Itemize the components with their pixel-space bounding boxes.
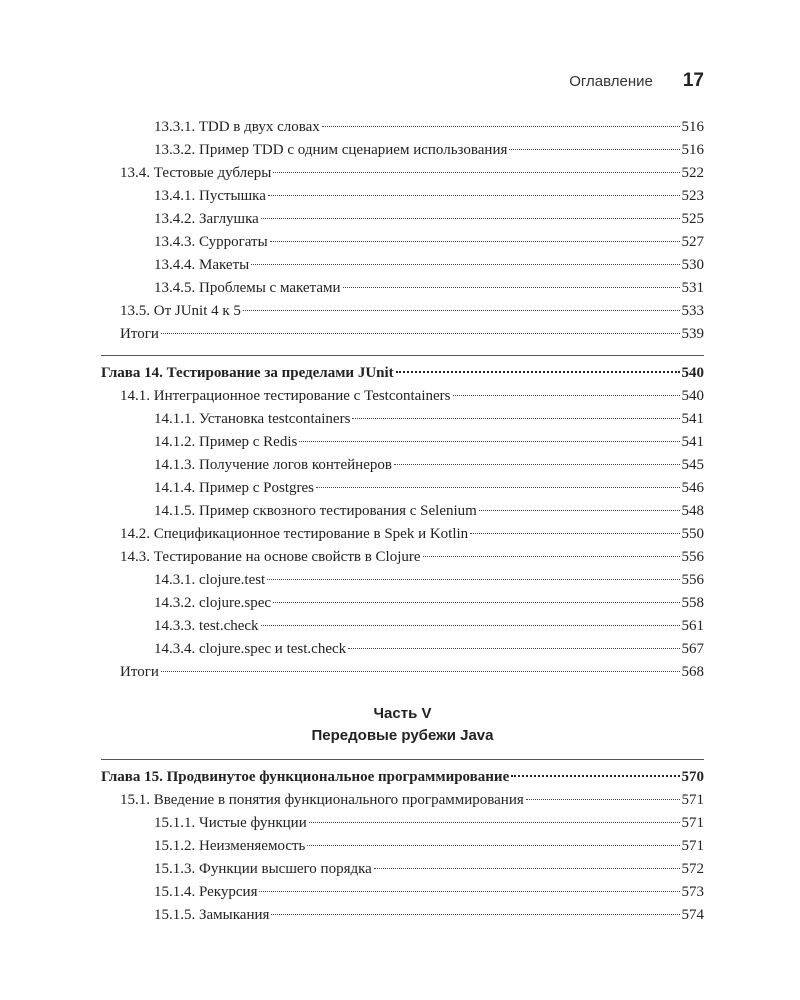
toc-entry[interactable] — [101, 254, 704, 277]
toc-entry-page: 541 — [681, 434, 704, 450]
toc-entry[interactable] — [101, 208, 704, 231]
dot-leader — [273, 602, 679, 603]
dot-leader — [470, 533, 679, 534]
dot-leader — [261, 218, 680, 219]
toc-entry-page: 545 — [681, 457, 704, 473]
toc-entry-page: 546 — [681, 480, 704, 496]
dot-leader — [343, 287, 680, 288]
toc-entry[interactable] — [101, 904, 704, 927]
dot-leader — [316, 487, 679, 488]
toc-entry[interactable] — [101, 300, 704, 323]
dot-leader — [374, 868, 680, 869]
toc-entry-page: 523 — [681, 188, 704, 204]
part-heading — [101, 703, 704, 747]
dot-leader — [259, 891, 679, 892]
toc-entry-page: 574 — [681, 907, 704, 923]
toc-entry-label: 14.1.1. Установка testcontainers — [154, 411, 351, 427]
dot-leader — [423, 556, 680, 557]
toc-entry-page: 556 — [681, 549, 704, 565]
toc-section-13 — [101, 116, 704, 346]
toc-entry-label: Итоги — [120, 326, 159, 342]
toc-entry[interactable] — [101, 162, 704, 185]
dot-leader — [271, 914, 679, 915]
toc-entry[interactable] — [101, 789, 704, 812]
toc-entry[interactable] — [101, 881, 704, 904]
toc-entry[interactable] — [101, 185, 704, 208]
toc-entry-label: 14.1.3. Получение логов контейнеров — [154, 457, 392, 473]
toc-entry[interactable] — [101, 385, 704, 408]
toc-entry-label: 14.1. Интеграционное тестирование с Testcontainers — [120, 388, 451, 404]
toc-entry-label: 13.4. Тестовые дублеры — [120, 165, 272, 181]
toc-entry-page: 540 — [681, 365, 704, 381]
toc-entry-page: 527 — [681, 234, 704, 250]
toc-entry[interactable] — [101, 408, 704, 431]
toc-entry[interactable] — [101, 615, 704, 638]
dot-leader — [261, 625, 680, 626]
toc-entry-label: 13.4.3. Суррогаты — [154, 234, 268, 250]
toc-entry-label: 14.3.4. clojure.spec и test.check — [154, 641, 347, 657]
dot-leader — [270, 241, 680, 242]
toc-entry[interactable] — [101, 277, 704, 300]
running-header-title: Оглавление — [569, 73, 653, 90]
toc-entry[interactable] — [101, 661, 704, 684]
toc-entry-label: 13.3.2. Пример TDD с одним сценарием использования — [154, 142, 508, 158]
toc-entry[interactable] — [101, 592, 704, 615]
dot-leader — [479, 510, 680, 511]
dot-leader — [273, 172, 679, 173]
toc-entry-page: 571 — [681, 838, 704, 854]
toc-entry-page: 561 — [681, 618, 704, 634]
toc-entry-page: 540 — [681, 388, 704, 404]
toc-entry[interactable] — [101, 454, 704, 477]
dot-leader — [243, 310, 680, 311]
toc-entry-label: 14.1.4. Пример с Postgres — [154, 480, 315, 496]
toc-entry-label: 14.1.2. Пример с Redis — [154, 434, 298, 450]
toc-chapter-14 — [101, 349, 704, 684]
toc-entry-page: 572 — [681, 861, 704, 877]
toc-entry-label: 15.1.4. Рекурсия — [154, 884, 258, 900]
toc-entry-page: 570 — [681, 769, 704, 785]
toc-entry-label: 15.1.3. Функции высшего порядка — [154, 861, 372, 877]
toc-entry-label: 13.5. От JUnit 4 к 5 — [120, 303, 241, 319]
toc-entry-label: Глава 14. Тестирование за пределами JUnit — [101, 365, 394, 381]
dot-leader — [509, 149, 679, 150]
toc-entry-page: 516 — [681, 142, 704, 158]
toc-entry-label: Итоги — [120, 664, 159, 680]
toc-entry-page: 556 — [681, 572, 704, 588]
toc-entry-page: 548 — [681, 503, 704, 519]
toc-entry-page: 531 — [681, 280, 704, 296]
dot-leader — [268, 195, 680, 196]
toc-entry-page: 571 — [681, 792, 704, 808]
toc-entry[interactable] — [101, 500, 704, 523]
dot-leader — [309, 822, 680, 823]
part-number: Часть V — [373, 705, 432, 722]
dot-leader — [453, 395, 680, 396]
dot-leader — [307, 845, 679, 846]
toc-entry-page: 573 — [681, 884, 704, 900]
toc-entry[interactable] — [101, 858, 704, 881]
toc-entry[interactable] — [101, 638, 704, 661]
dot-leader — [348, 648, 679, 649]
toc-entry-label: 13.4.1. Пустышка — [154, 188, 266, 204]
toc-chapter-entry[interactable] — [101, 766, 704, 789]
toc-entry-label: 14.3. Тестирование на основе свойств в Clojure — [120, 549, 421, 565]
toc-entry-page: 571 — [681, 815, 704, 831]
toc-entry-label: 13.4.2. Заглушка — [154, 211, 259, 227]
toc-entry-label: 13.4.5. Проблемы с макетами — [154, 280, 341, 296]
toc-entry[interactable] — [101, 812, 704, 835]
toc-entry[interactable] — [101, 569, 704, 592]
toc-chapter-15 — [101, 753, 704, 927]
toc-entry-page: 541 — [681, 411, 704, 427]
page-number: 17 — [682, 70, 704, 91]
toc-entry-label: 14.3.2. clojure.spec — [154, 595, 272, 611]
toc-entry[interactable] — [101, 477, 704, 500]
toc-entry-page: 530 — [681, 257, 704, 273]
toc-entry-label: 13.3.1. TDD в двух словах — [154, 119, 320, 135]
dot-leader — [251, 264, 679, 265]
toc-entry-label: 15.1.5. Замыкания — [154, 907, 270, 923]
toc-entry-label: 14.3.3. test.check — [154, 618, 259, 634]
dot-leader — [267, 579, 679, 580]
toc-entry-page: 567 — [681, 641, 704, 657]
dot-leader — [394, 464, 680, 465]
toc-entry-page: 525 — [681, 211, 704, 227]
toc-entry-page: 533 — [681, 303, 704, 319]
toc-entry[interactable] — [101, 546, 704, 569]
chapter-divider — [101, 355, 704, 356]
toc-chapter-entry[interactable] — [101, 362, 704, 385]
toc-entry-label: 13.4.4. Макеты — [154, 257, 250, 273]
toc-entry-label: 14.2. Спецификационное тестирование в Spek и Kotlin — [120, 526, 469, 542]
toc-entry-page: 568 — [681, 664, 704, 680]
toc-entry[interactable] — [101, 116, 704, 139]
chapter-divider — [101, 759, 704, 760]
dot-leader — [161, 333, 680, 334]
toc-entry-page: 550 — [681, 526, 704, 542]
dot-leader — [322, 126, 680, 127]
running-header — [569, 70, 704, 92]
dot-leader — [511, 775, 679, 777]
toc-entry-label: 14.1.5. Пример сквозного тестирования с Selenium — [154, 503, 477, 519]
dot-leader — [396, 371, 680, 373]
toc-entry-page: 516 — [681, 119, 704, 135]
toc-entry[interactable] — [101, 231, 704, 254]
toc-entry[interactable] — [101, 323, 704, 346]
toc-entry[interactable] — [101, 835, 704, 858]
toc-entry-label: 15.1.1. Чистые функции — [154, 815, 307, 831]
toc-entry[interactable] — [101, 523, 704, 546]
toc-entry-page: 558 — [681, 595, 704, 611]
toc-entry-label: 15.1.2. Неизменяемость — [154, 838, 306, 854]
dot-leader — [352, 418, 679, 419]
dot-leader — [526, 799, 680, 800]
toc-entry-label: 14.3.1. clojure.test — [154, 572, 266, 588]
toc-entry-label: 15.1. Введение в понятия функционального программирования — [120, 792, 524, 808]
dot-leader — [161, 671, 680, 672]
dot-leader — [299, 441, 679, 442]
toc-entry[interactable] — [101, 431, 704, 454]
toc-entry[interactable] — [101, 139, 704, 162]
toc-entry-page: 539 — [681, 326, 704, 342]
toc-entry-page: 522 — [681, 165, 704, 181]
toc-entry-label: Глава 15. Продвинутое функциональное программирование — [101, 769, 510, 785]
part-title: Передовые рубежи Java — [311, 727, 494, 744]
